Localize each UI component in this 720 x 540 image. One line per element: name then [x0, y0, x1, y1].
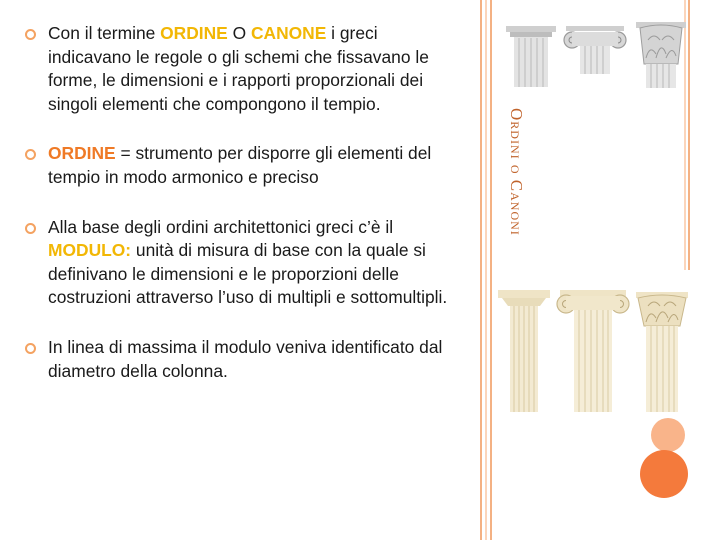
- divider-stripe: [485, 0, 487, 540]
- bullet-marker-icon: [25, 29, 36, 40]
- term-ordine: ORDINE: [160, 23, 228, 43]
- bullet-2: ORDINE = strumento per disporre gli elementi del tempio in modo armonico e preciso: [24, 142, 464, 189]
- columns-icon: [494, 286, 690, 412]
- bullet-4: In linea di massima il modulo veniva identificato dal diametro della colonna.: [24, 336, 464, 383]
- divider-stripe: [490, 0, 492, 540]
- divider-stripe: [480, 0, 482, 540]
- term-modulo: MODULO:: [48, 240, 132, 261]
- term-canone: CANONE: [250, 23, 327, 43]
- slide-content: [24, 22, 464, 409]
- column-capitals-icon: [500, 18, 690, 90]
- bullet-1: Con il termine ORDINE O CANONE i greci indicavano le regole o gli schemi che fissavano le forme, le dimensioni e i rapporti proporzionali dei singoli elementi che compongono il tempio.: [24, 22, 464, 116]
- decor-circle-large-icon: [640, 450, 688, 498]
- bullet-marker-icon: [25, 223, 36, 234]
- bullet-marker-icon: [25, 343, 36, 354]
- decor-circle-small-icon: [651, 418, 685, 452]
- bullet-marker-icon: [25, 149, 36, 160]
- term-ordine-def: ORDINE: [48, 143, 116, 164]
- slide-title: Ordini o Canoni: [507, 108, 526, 236]
- bullet-3: Alla base degli ordini architettonici greci c’è il MODULO: unità di misura di base con la quale si definivano le dimensioni e le proporzioni delle costruzioni attraverso l’uso di multipli e sottomultipli.: [24, 216, 464, 310]
